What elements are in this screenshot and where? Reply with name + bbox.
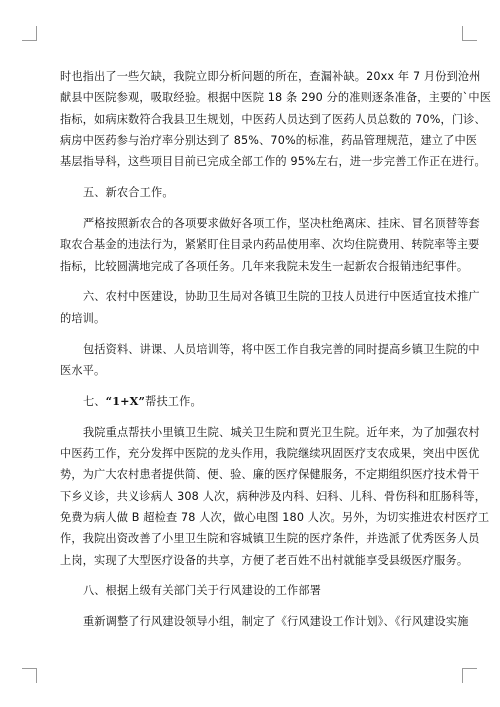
text-line: 指标，比较圆满地完成了各项任务。几年来我院未发生一起新农合报销违纪事件。 bbox=[60, 259, 469, 273]
heading-prefix: 七、 bbox=[82, 394, 106, 408]
text-line: 下乡义诊，共义诊病人 308 人次，病种涉及内科、妇科、儿科、骨伤科和肛肠科等， bbox=[60, 489, 487, 503]
paragraph-6 bbox=[60, 339, 480, 382]
paragraph-7 bbox=[60, 422, 490, 571]
text-line: 取农合基金的违法行为，紧紧盯住目录内药品使用率、次均住院费用、转院率等主要 bbox=[60, 238, 480, 252]
section-heading-5 bbox=[60, 182, 446, 203]
crop-mark-top-right bbox=[462, 26, 477, 41]
section-heading-7 bbox=[60, 391, 446, 412]
crop-mark-bottom-left bbox=[22, 668, 37, 683]
crop-mark-top-left bbox=[22, 26, 37, 41]
text-line: 医水平。 bbox=[60, 363, 106, 377]
paragraph-intro bbox=[60, 66, 492, 172]
crop-mark-bottom-right bbox=[462, 668, 477, 683]
text-line: 的培训。 bbox=[60, 311, 106, 325]
text-line: 指标，如病床数符合我县卫生规划，中医药人员达到了医药人员总数的 70%，门诊、 bbox=[60, 112, 486, 126]
heading-text: 八、根据上级有关部门关于行风建设的工作部署 bbox=[82, 584, 322, 598]
text-line: 势，为广大农村患者提供简、便、验、廉的医疗保健服务，不定期组织医疗技术骨干 bbox=[60, 468, 480, 482]
text-line: 献县中医院参观，吸取经验。根据中医院 18 条 290 分的准则逐条准备，主要的`中医 bbox=[60, 91, 492, 105]
paragraph-8 bbox=[60, 611, 469, 632]
document-body bbox=[60, 66, 492, 642]
text-line: 严格按照新农合的各项要求做好各项工作，坚决杜绝离床、挂床、冒名顶替等套 bbox=[82, 216, 480, 230]
text-line: 我院重点帮扶小里镇卫生院、城关卫生院和贾光卫生院。近年来，为了加强农村 bbox=[82, 425, 480, 439]
text-line: 作，我院出资改善了小里卫生院和容城镇卫生院的医疗条件，并选派了优秀医务人员 bbox=[60, 532, 480, 546]
heading-bold-term: “1+X” bbox=[105, 393, 146, 408]
text-line: 六、农村中医建设，协助卫生局对各镇卫生院的卫技人员进行中医适宜技术推广 bbox=[82, 290, 480, 304]
text-line: 病房中医药参与治疗率分别达到了 85%、70%的标准，药品管理规范，建立了中医 bbox=[60, 133, 478, 147]
paragraph-5 bbox=[60, 213, 480, 277]
heading-text: 五、新农合工作。 bbox=[82, 186, 174, 200]
text-line: 时也指出了一些欠缺，我院立即分析问题的所在，查漏补缺。20xx 年 7 月份到沧州 bbox=[60, 70, 481, 83]
heading-suffix: 帮扶工作。 bbox=[145, 394, 202, 408]
section-heading-8 bbox=[60, 580, 446, 601]
text-line: 中医药工作，充分发挥中医院的龙头作用，我院继续巩固医疗支农成果，突出中医优 bbox=[60, 447, 480, 461]
text-line: 基层指导科，这些项目目前已完成全部工作的 95%左右，进一步完善工作正在进行。 bbox=[60, 155, 486, 169]
section-heading-6 bbox=[60, 286, 480, 329]
text-line: 免费为病人做 B 超检查 78 人次，做心电图 180 人次。另外，为切实推进农村医疗工 bbox=[60, 510, 490, 524]
text-line: 上岗，实现了大型医疗设备的共享，方便了老百姓不出村就能享受县级医疗服务。 bbox=[60, 553, 469, 567]
text-line: 包括资料、讲课、人员培训等，将中医工作自我完善的同时提高乡镇卫生院的中 bbox=[82, 342, 480, 356]
text-line: 重新调整了行风建设领导小组，制定了《行风建设工作计划》、《行风建设实施 bbox=[82, 615, 469, 629]
